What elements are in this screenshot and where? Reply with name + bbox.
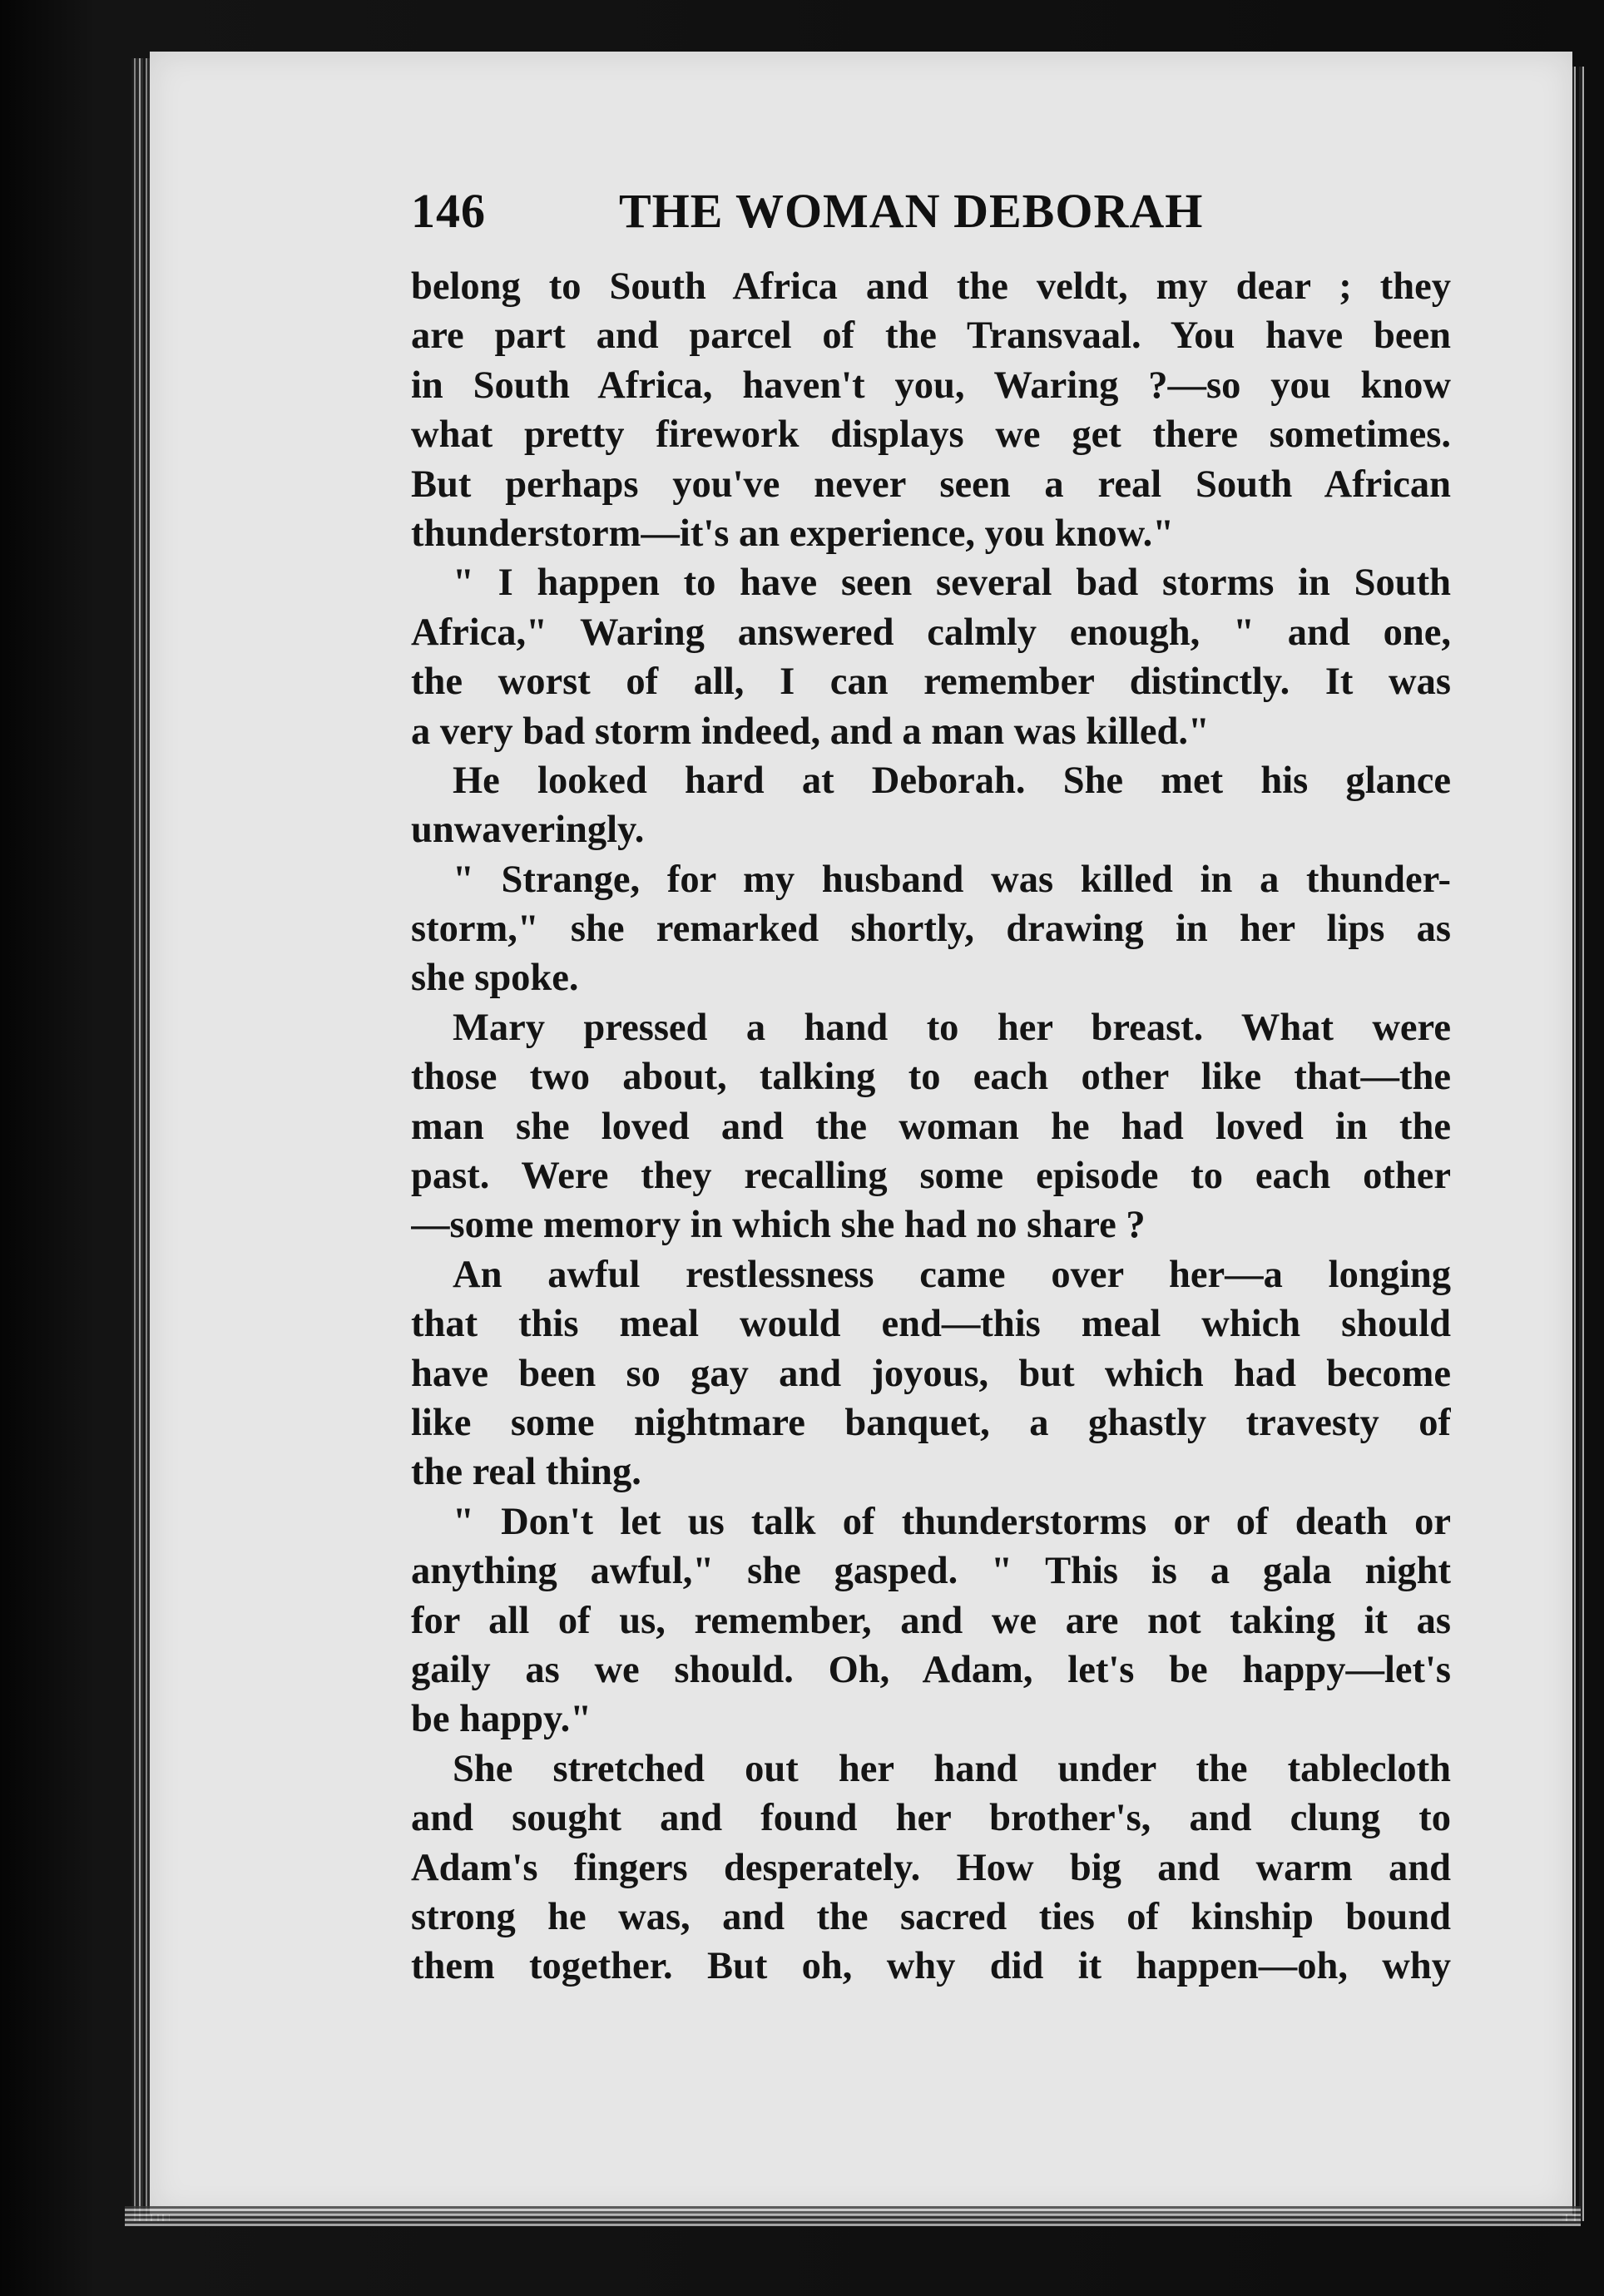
text-line: —some memory in which she had no share ?	[411, 1204, 1146, 1247]
text-line: storm," she remarked shortly, drawing in her lips as	[411, 908, 1451, 951]
text-line: He looked hard at Deborah. She met his glance	[453, 759, 1451, 802]
text-line: what pretty firework displays we get there sometimes.	[411, 413, 1451, 457]
text-line: them together. But oh, why did it happen—oh, why	[411, 1945, 1451, 1988]
text-line: anything awful," she gasped. " This is a gala night	[411, 1550, 1451, 1593]
text-line: that this meal would end—this meal which should	[411, 1303, 1451, 1346]
text-line: Mary pressed a hand to her breast. What were	[453, 1006, 1451, 1049]
text-line: past. Were they recalling some episode to each other	[411, 1155, 1451, 1198]
body-text	[411, 262, 1451, 1992]
book-title: THE WOMAN DEBORAH	[619, 184, 1204, 238]
text-line: the real thing.	[411, 1451, 641, 1494]
text-line: Adam's fingers desperately. How big and warm and	[411, 1846, 1451, 1889]
text-line: the worst of all, I can remember distinctly. It was	[411, 661, 1451, 704]
text-line: But perhaps you've never seen a real South African	[411, 463, 1451, 506]
text-line: unwaveringly.	[411, 809, 645, 852]
text-line: a very bad storm indeed, and a man was killed."	[411, 710, 1210, 753]
running-head	[411, 183, 1451, 250]
text-line: gaily as we should. Oh, Adam, let's be happy—let's	[411, 1648, 1451, 1691]
text-line: have been so gay and joyous, but which had become	[411, 1352, 1451, 1395]
text-line: belong to South Africa and the veldt, my dear ; they	[411, 265, 1451, 308]
text-line: Africa," Waring answered calmly enough, " and one,	[411, 611, 1451, 654]
text-line: for all of us, remember, and we are not taking it as	[411, 1599, 1451, 1642]
page-bottom-edge	[125, 2206, 1581, 2226]
text-line: in South Africa, haven't you, Waring ?—so you know	[411, 364, 1451, 407]
text-line: thunderstorm—it's an experience, you know."	[411, 512, 1175, 555]
text-line: An awful restlessness came over her—a longing	[453, 1253, 1451, 1296]
text-line: " Strange, for my husband was killed in a thunder-	[453, 858, 1451, 901]
text-line: those two about, talking to each other like that—the	[411, 1056, 1451, 1099]
text-line: man she loved and the woman he had loved in the	[411, 1105, 1451, 1148]
text-line: " Don't let us talk of thunderstorms or of death or	[453, 1500, 1451, 1543]
text-line: like some nightmare banquet, a ghastly travesty of	[411, 1401, 1451, 1444]
text-line: strong he was, and the sacred ties of kinship bound	[411, 1895, 1451, 1938]
text-line: be happy."	[411, 1698, 592, 1741]
text-line: " I happen to have seen several bad storms in South	[453, 562, 1451, 605]
text-line: are part and parcel of the Transvaal. You have been	[411, 314, 1451, 358]
page-number: 146	[411, 184, 486, 238]
text-line: and sought and found her brother's, and clung to	[411, 1797, 1451, 1840]
text-line: she spoke.	[411, 957, 579, 1000]
text-line: She stretched out her hand under the tablecloth	[453, 1747, 1451, 1790]
